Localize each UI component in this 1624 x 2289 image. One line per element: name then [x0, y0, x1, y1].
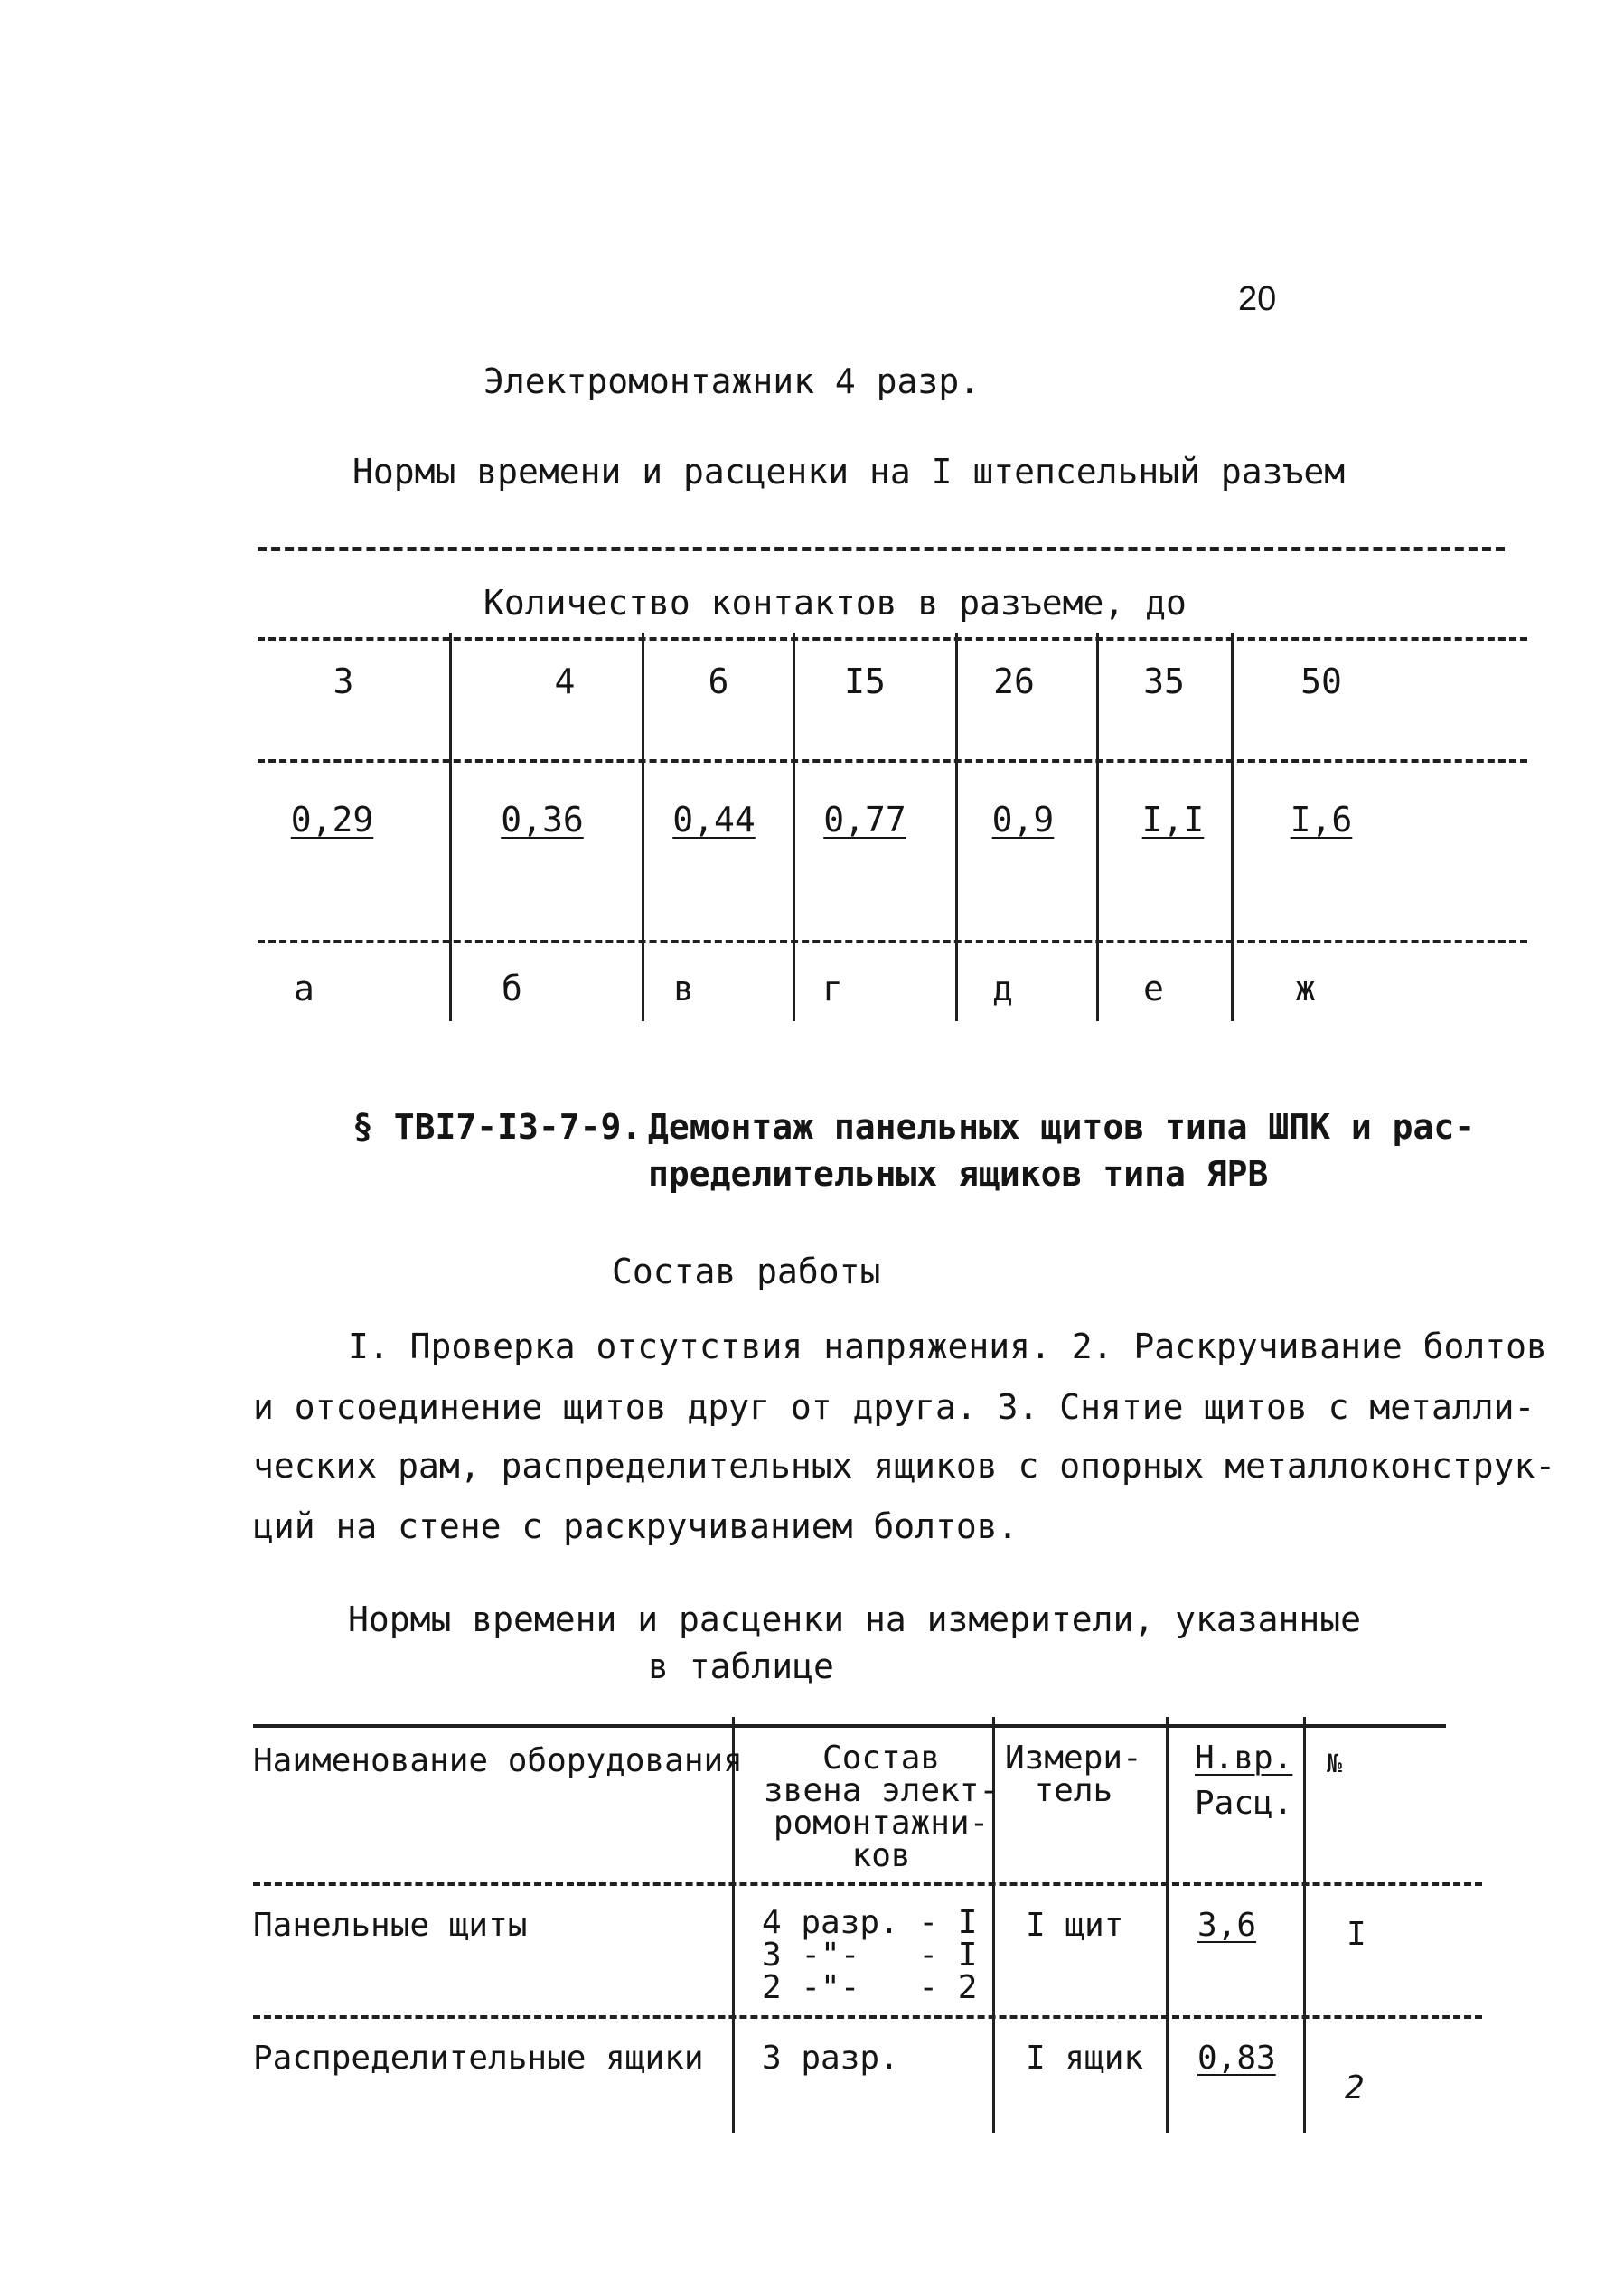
- table1-letter: б: [502, 969, 522, 1008]
- table1-value: 0,29: [290, 800, 374, 840]
- table2-row-crew: 4 разр. - I 3 -"- - I 2 -"- - 2: [762, 1904, 978, 2006]
- table2-row-num: 2: [1345, 2069, 1365, 2106]
- table2-caption-line2: в таблице: [648, 1646, 834, 1686]
- table1-value: 0,77: [823, 800, 906, 840]
- section-title-line2: пределительных ящиков типа ЯРВ: [648, 1154, 1269, 1194]
- table1-value: I,6: [1290, 800, 1353, 840]
- table2-col-divider: [1166, 1717, 1169, 2133]
- table1-header: Количество контактов в разъеме, до: [483, 583, 1187, 623]
- work-composition-line: ческих рам, распределительных ящиков с опорных металлоконструк-: [253, 1446, 1556, 1486]
- table1-letter: в: [673, 969, 694, 1008]
- table1-col-header: I5: [844, 661, 886, 701]
- table1-value: 0,36: [501, 800, 584, 840]
- table2-row-unit: I ящик: [1026, 2040, 1144, 2077]
- table2-header-rule: [253, 1882, 1482, 1886]
- section-code: § ТВI7-I3-7-9.: [352, 1107, 643, 1147]
- table1-col-header: 4: [554, 661, 576, 701]
- table1-col-header: 3: [333, 661, 354, 701]
- worker-grade: Электромонтажник 4 разр.: [483, 361, 981, 401]
- table2-header-crew: Состав звена элект- ромонтажни- ков: [764, 1740, 1000, 1874]
- table2-row-name: Распределительные ящики: [253, 2040, 704, 2077]
- table2-row-unit: I щит: [1026, 1907, 1124, 1944]
- work-composition-heading: Состав работы: [612, 1252, 881, 1291]
- table1-letter: г: [822, 969, 843, 1008]
- table1-col-header: 26: [993, 661, 1035, 701]
- section-title-line1: Демонтаж панельных щитов типа ШПК и рас-: [648, 1107, 1476, 1147]
- table2-row-num: I: [1347, 1916, 1366, 1953]
- table1-letter: ж: [1295, 969, 1316, 1008]
- table1-header-rule: [258, 637, 1527, 641]
- table1-col-header: 6: [708, 661, 729, 701]
- table1-top-rule: [258, 547, 1505, 551]
- table2-row-name: Панельные щиты: [253, 1907, 528, 1944]
- table1-col-divider: [449, 633, 452, 1021]
- table2-top-rule: [253, 1724, 1446, 1728]
- work-composition-line: и отсоединение щитов друг от друга. 3. Снятие щитов с металли-: [253, 1387, 1535, 1427]
- work-composition-line: I. Проверка отсутствия напряжения. 2. Раскручивание болтов: [348, 1327, 1547, 1366]
- table1-row-rule: [258, 759, 1527, 763]
- table1-letter: е: [1143, 969, 1164, 1008]
- work-composition-line: ций на стене с раскручиванием болтов.: [253, 1506, 1019, 1546]
- table1-col-header: 50: [1300, 661, 1342, 701]
- page-number: 20: [1238, 280, 1277, 318]
- table2-row-norm: 3,6: [1197, 1907, 1257, 1944]
- table1-row-rule: [258, 940, 1527, 943]
- table1-letter: д: [992, 969, 1013, 1008]
- table2-header-name: Наименование оборудования: [253, 1742, 743, 1779]
- table2-col-divider: [732, 1717, 735, 2133]
- table1-col-header: 35: [1143, 661, 1185, 701]
- table2-header-norm-top: Н.вр.: [1195, 1740, 1293, 1777]
- table1-value: 0,44: [672, 800, 756, 840]
- table2-header-unit: Измери- тель: [1005, 1740, 1142, 1809]
- table2-row-rule: [253, 2015, 1482, 2019]
- table2-header-num: №: [1327, 1749, 1342, 1778]
- table2-col-divider: [1303, 1717, 1306, 2133]
- table1-letter: а: [294, 969, 314, 1008]
- table1-value: 0,9: [991, 800, 1055, 840]
- table2-row-crew: 3 разр.: [762, 2040, 899, 2077]
- table1-caption: Нормы времени и расценки на I штепсельный разъем: [352, 452, 1346, 492]
- table1-value: I,I: [1141, 800, 1205, 840]
- table2-header-norm-bottom: Расц.: [1195, 1785, 1293, 1822]
- table2-row-norm: 0,83: [1197, 2040, 1276, 2077]
- table2-caption-line1: Нормы времени и расценки на измерители, указанные: [348, 1599, 1362, 1639]
